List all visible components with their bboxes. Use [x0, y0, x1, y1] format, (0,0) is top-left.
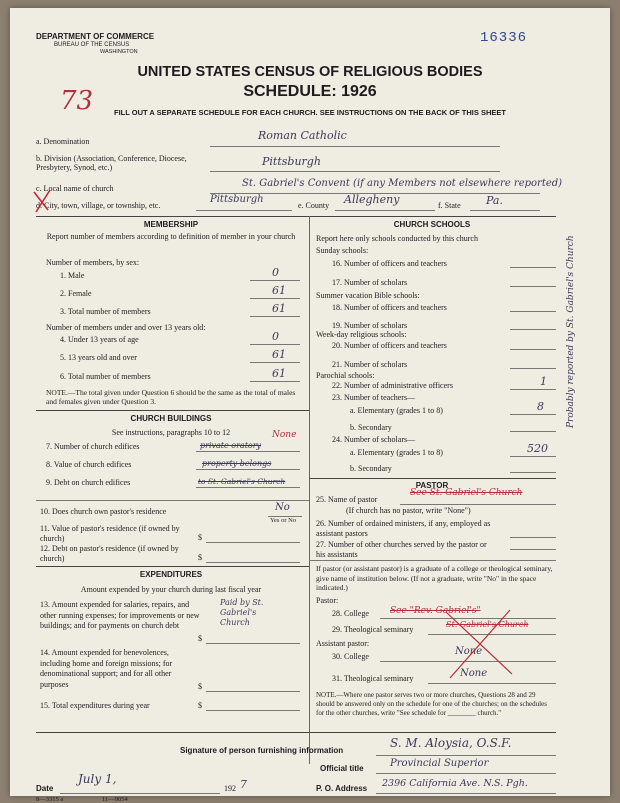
signature-value: S. M. Aloysia, O.S.F. — [390, 736, 512, 750]
year-printed: 192 — [224, 784, 236, 793]
q9-debt-label: 9. Debt on church edifices — [46, 478, 131, 487]
state-value: Pa. — [486, 194, 503, 207]
q4-under13-value: 0 — [272, 330, 279, 343]
membership-heading: MEMBERSHIP — [143, 220, 199, 229]
q3-total-label: 3. Total number of members — [60, 307, 151, 316]
membership-intro: Report number of members according to definition of member in your church — [46, 232, 296, 241]
schools-intro: Report here only schools conducted by this church — [316, 234, 478, 243]
q15-dollar: $ — [198, 701, 202, 710]
pastor-subheading: Pastor: — [316, 596, 339, 605]
address-value: 2396 California Ave. N.S. Pgh. — [382, 778, 528, 789]
membership-note: NOTE.—The total given under Question 6 should be the same as the total of males and females given under Question 3. — [46, 388, 296, 406]
local-name-label: c. Local name of church — [36, 184, 114, 193]
department-label: DEPARTMENT OF COMMERCE — [36, 32, 155, 41]
date-label: Date — [36, 784, 54, 793]
serial-number: 16336 — [480, 30, 528, 46]
members-age-label: Number of members under and over 13 years old: — [46, 323, 206, 332]
official-title-label: Official title — [320, 764, 364, 773]
q13-value: Paid by St. Gabriel's Church — [220, 598, 264, 627]
graduate-instructions: If pastor (or assistant pastor) is a graduate of a college or theological seminary, give name of institution below. (If not a graduate, write "No" in the space indicated.) — [316, 564, 553, 592]
q23b-label: b. Secondary — [350, 423, 392, 432]
expenditures-heading: EXPENDITURES — [139, 570, 203, 579]
q26-label: 26. Number of ordained ministers, if any, employed as assistant pastors — [316, 519, 491, 538]
q10-residence-value: No — [275, 502, 290, 513]
denomination-label: a. Denomination — [36, 137, 90, 146]
q25-value: See St. Gabriel's Church — [410, 488, 523, 498]
q11-residence-value-label: 11. Value of pastor's residence (if owned by church) — [40, 524, 180, 543]
buildings-heading: CHURCH BUILDINGS — [130, 414, 212, 423]
q1-male-label: 1. Male — [60, 271, 85, 280]
schools-heading: CHURCH SCHOOLS — [393, 220, 471, 229]
q13-label: 13. Amount expended for salaries, repairs, and other running expenses; for improvements or new buildings; and for payments on church debt — [40, 600, 200, 630]
assistant-subheading: Assistant pastor: — [316, 639, 370, 648]
division-label: b. Division (Association, Conference, Diocese, Presbytery, Synod, etc.) — [36, 154, 187, 172]
q11-dollar: $ — [198, 533, 202, 542]
q17-label: 17. Number of scholars — [332, 278, 408, 287]
q7-edifices-label: 7. Number of church edifices — [46, 442, 140, 451]
buildings-instructions: See instructions, paragraphs 10 to 12 — [111, 428, 231, 437]
q31-label: 31. Theological seminary — [332, 674, 414, 683]
red-cross-mark — [440, 604, 520, 684]
q30-label: 30. College — [332, 652, 369, 661]
state-label: f. State — [438, 201, 461, 210]
q13-dollar: $ — [198, 634, 202, 643]
q23-label: 23. Number of teachers— — [332, 393, 416, 402]
division-value: Pittsburgh — [262, 155, 321, 168]
q28-value: See "Rev. Gabriel's" — [390, 606, 481, 616]
q23a-value: 8 — [537, 400, 544, 413]
form-instructions: FILL OUT A SEPARATE SCHEDULE FOR EACH CHURCH. SEE INSTRUCTIONS ON THE BACK OF THIS SHEET — [114, 108, 506, 117]
q24a-label: a. Elementary (grades 1 to 8) — [350, 448, 443, 457]
yes-no-hint: Yes or No — [270, 517, 297, 524]
schools-side-note: Probably reported by St. Gabriel's Church — [566, 235, 576, 428]
q22-label: 22. Number of administrative officers — [332, 381, 453, 390]
city-label: WASHINGTON — [100, 49, 138, 55]
census-schedule-page — [10, 8, 610, 803]
q5-over13-label: 5. 13 years old and over — [60, 353, 137, 362]
q16-label: 16. Number of officers and teachers — [332, 259, 447, 268]
official-title-value: Provincial Superior — [390, 758, 489, 769]
q2-female-value: 61 — [272, 284, 286, 297]
q6-total-label: 6. Total number of members — [60, 372, 151, 381]
denomination-value: Roman Catholic — [258, 129, 347, 142]
address-label: P. O. Address — [316, 784, 368, 793]
parochial-schools-label: Parochial schools: — [316, 371, 375, 380]
q25-note: (If church has no pastor, write "None") — [346, 506, 471, 515]
q7-edifices-value: None — [272, 430, 297, 440]
q24b-label: b. Secondary — [350, 464, 392, 473]
pastor-note: NOTE.—Where one pastor serves two or more churches, Questions 28 and 29 should be answered only on the schedule for one of the churches; on the schedules for the other churches, write "See schedule for ________ church." — [316, 691, 547, 717]
q28-label: 28. College — [332, 609, 369, 618]
q6-total-value: 61 — [272, 367, 286, 380]
q9-debt-value: to St. Gabriel's Church — [198, 477, 286, 486]
q21-label: 21. Number of scholars — [332, 360, 408, 369]
q27-label: 27. Number of other churches served by the pastor or his assistants — [316, 540, 487, 559]
q2-female-label: 2. Female — [60, 289, 92, 298]
q18-label: 18. Number of officers and teachers — [332, 303, 447, 312]
form-number-2: 11—9054 — [102, 796, 128, 803]
signature-label: Signature of person furnishing information — [180, 746, 344, 755]
q14-label: 14. Amount expended for benevolences, including home and foreign missions; for denominational support; and for all other purposes — [40, 648, 173, 689]
local-name-value: St. Gabriel's Convent (if any Members not elsewhere reported) — [242, 178, 563, 189]
q24-label: 24. Number of scholars— — [332, 435, 416, 444]
city-field-label: d. City, town, village, or township, etc. — [36, 201, 161, 210]
members-by-sex-label: Number of members, by sex: — [46, 258, 140, 267]
q14-dollar: $ — [198, 682, 202, 691]
q20-label: 20. Number of officers and teachers — [332, 341, 447, 350]
q10-residence-label: 10. Does church own pastor's residence — [40, 507, 167, 516]
q31-value: None — [460, 668, 488, 679]
q25-label: 25. Name of pastor — [316, 495, 378, 504]
q24a-value: 520 — [527, 442, 548, 455]
form-number: 8—3315 a — [36, 796, 64, 803]
form-subtitle: SCHEDULE: 1926 — [243, 83, 377, 100]
form-title: UNITED STATES CENSUS OF RELIGIOUS BODIES — [137, 64, 483, 80]
q5-over13-value: 61 — [272, 348, 286, 361]
q22-value: 1 — [540, 375, 547, 388]
q15-label: 15. Total expenditures during year — [40, 701, 150, 710]
sunday-schools-label: Sunday schools: — [316, 246, 369, 255]
q19-label: 19. Number of scholars — [332, 321, 408, 330]
q12-residence-debt-label: 12. Debt on pastor's residence (if owned by church) — [40, 544, 179, 563]
city-field-value: Pittsburgh — [210, 194, 264, 205]
q3-total-value: 61 — [272, 302, 286, 315]
county-label: e. County — [298, 201, 330, 210]
q7-edifices-note: private oratory — [200, 441, 262, 450]
q29-value: St. Gabriel's Church — [446, 620, 529, 629]
year-handwritten: 7 — [240, 778, 247, 791]
weekday-schools-label: Week-day religious schools: — [316, 330, 407, 339]
q8-value-label: 8. Value of church edifices — [46, 460, 132, 469]
q29-label: 29. Theological seminary — [332, 625, 414, 634]
summer-schools-label: Summer vacation Bible schools: — [316, 291, 420, 300]
date-value: July 1, — [78, 772, 117, 786]
margin-number: 73 — [60, 86, 94, 116]
q12-dollar: $ — [198, 553, 202, 562]
bureau-label: BUREAU OF THE CENSUS — [54, 42, 130, 48]
red-check-mark — [28, 186, 68, 216]
county-value: Allegheny — [344, 193, 400, 206]
q23a-label: a. Elementary (grades 1 to 8) — [350, 406, 443, 415]
pastor-heading: PASTOR — [415, 481, 449, 490]
expenditures-intro: Amount expended by your church during last fiscal year — [80, 585, 262, 594]
q4-under13-label: 4. Under 13 years of age — [60, 335, 139, 344]
q8-value-value: property belongs — [202, 459, 272, 468]
q30-value: None — [455, 646, 483, 657]
q1-male-value: 0 — [272, 266, 279, 279]
